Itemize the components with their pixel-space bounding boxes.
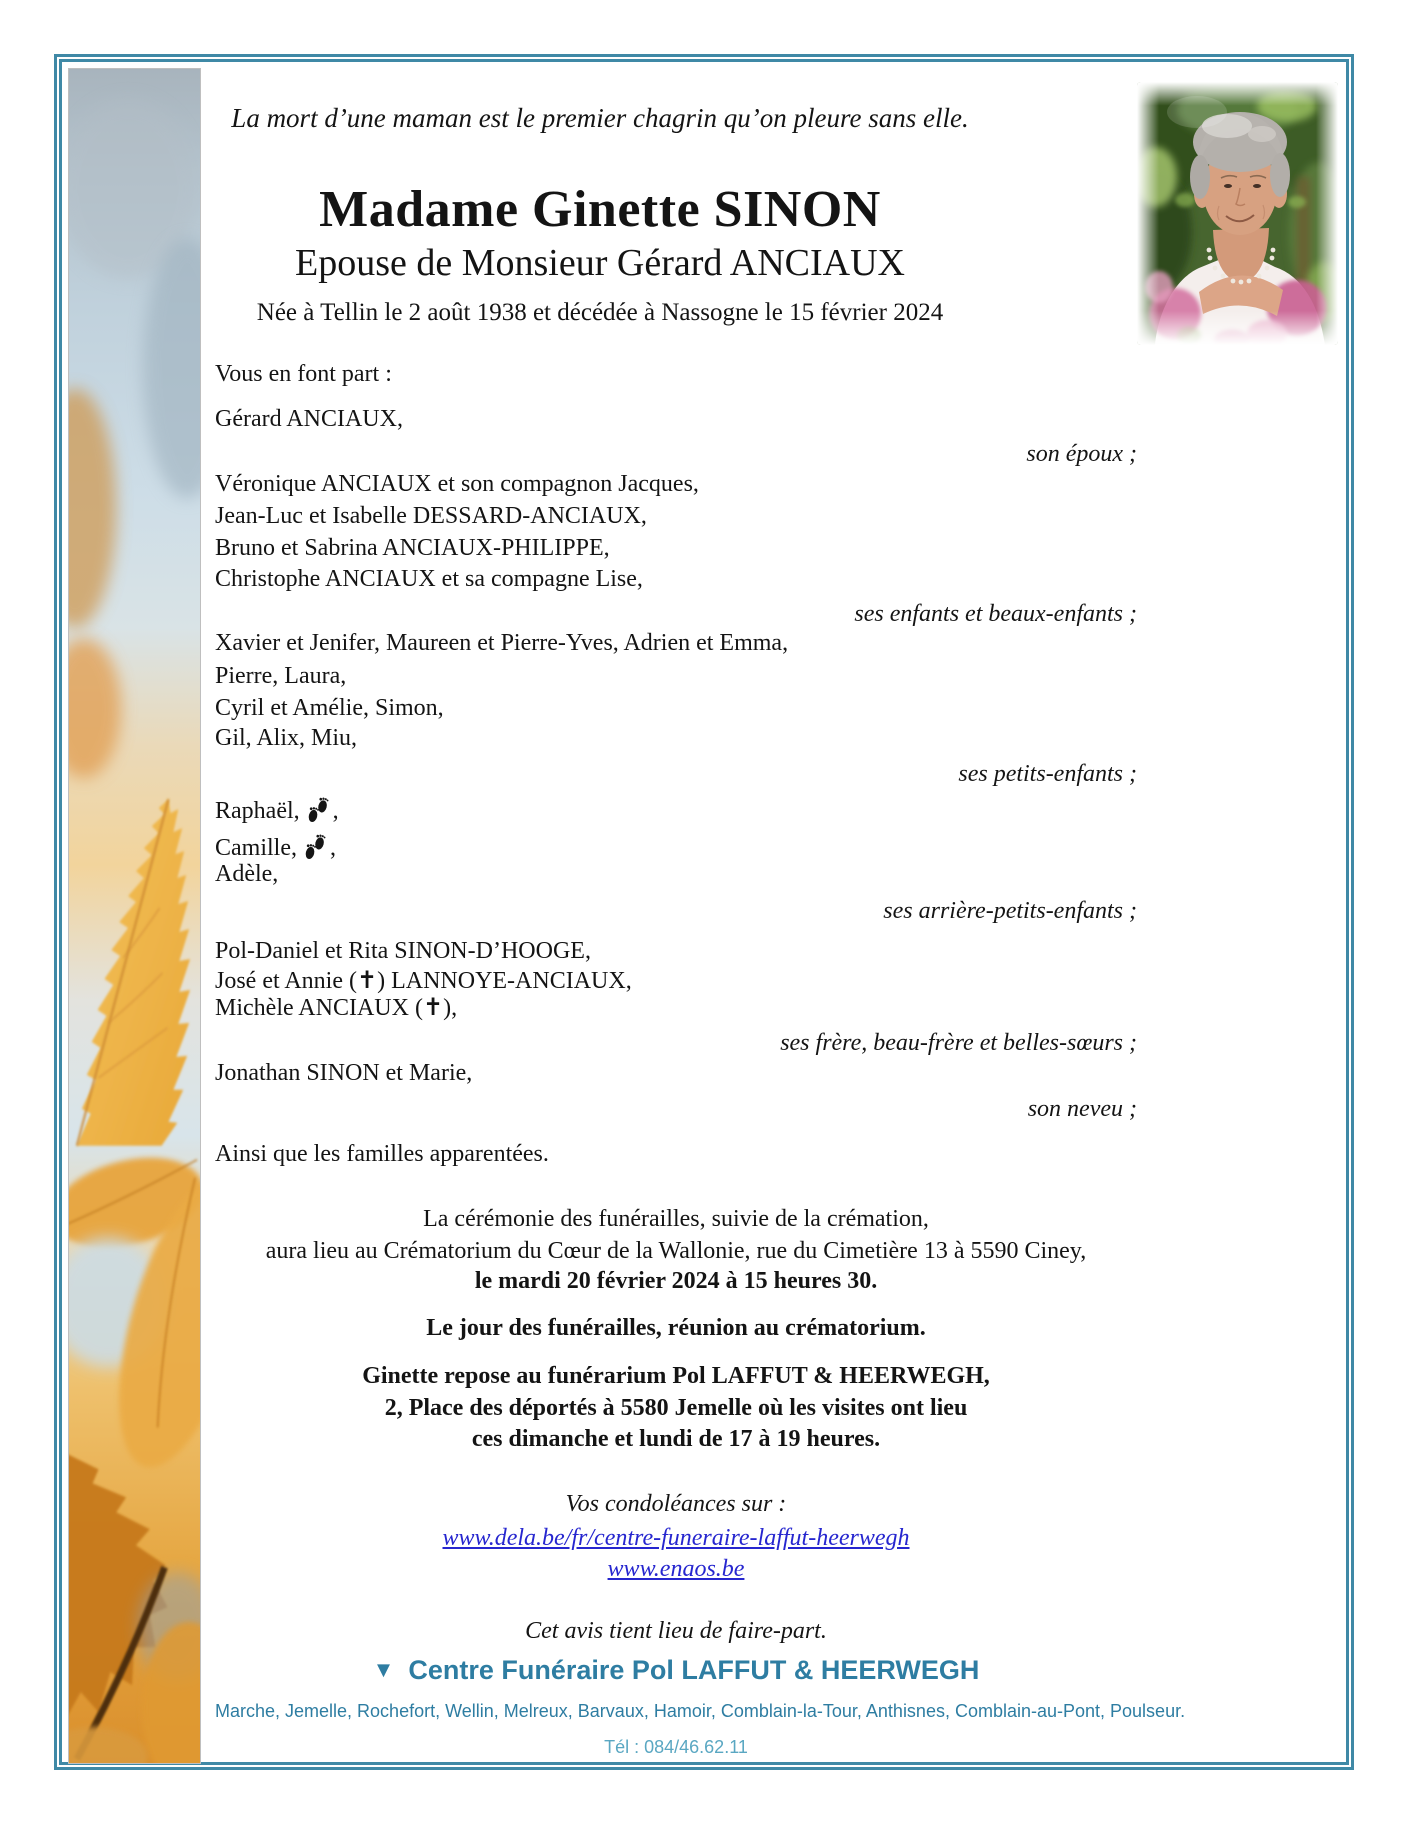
- relation-label-nephew: son neveu ;: [1027, 1096, 1137, 1122]
- family-name-line: Christophe ANCIAUX et sa compagne Lise,: [215, 566, 643, 592]
- line-suffix: ,: [332, 798, 339, 824]
- condolence-link-wrap: [215, 1554, 1137, 1584]
- great-grandchild-name: Camille,: [215, 835, 297, 861]
- relation-label-siblings: ses frère, beau-frère et belles-sœurs ;: [780, 1030, 1137, 1056]
- family-name-line: José et Annie (✝) LANNOYE-ANCIAUX,: [215, 968, 632, 994]
- notice-line: Cet avis tient lieu de faire-part.: [525, 1618, 827, 1644]
- triangle-marker-icon: ▼: [372, 1657, 395, 1682]
- family-name-line: [215, 796, 339, 833]
- family-name-line: Xavier et Jenifer, Maureen et Pierre-Yves, Adrien et Emma,: [215, 630, 789, 656]
- reunion-line: Le jour des funérailles, réunion au crématorium.: [426, 1315, 926, 1341]
- resting-line-1: Ginette repose au funérarium Pol LAFFUT & HEERWEGH,: [362, 1363, 990, 1389]
- family-name-line: Véronique ANCIAUX et son compagnon Jacques,: [215, 471, 699, 497]
- deceased-name: Madame Ginette SINON: [319, 181, 881, 238]
- relation-label-children: ses enfants et beaux-enfants ;: [854, 601, 1137, 627]
- quote-line: La mort d’une maman est le premier chagrin qu’on pleure sans elle.: [231, 103, 969, 133]
- closing-line: Ainsi que les familles apparentées.: [215, 1141, 549, 1167]
- family-name-line: Pierre, Laura,: [215, 663, 347, 689]
- ceremony-line-2: aura lieu au Crématorium du Cœur de la Wallonie, rue du Cimetière 13 à 5590 Ciney,: [265, 1238, 1087, 1264]
- line-suffix: ,: [329, 835, 336, 861]
- relation-label-spouse: son époux ;: [1026, 441, 1137, 467]
- family-name-line: Pol-Daniel et Rita SINON-D’HOOGE,: [215, 938, 591, 964]
- family-name-line: Jonathan SINON et Marie,: [215, 1060, 473, 1086]
- condolence-link-2[interactable]: www.enaos.be: [607, 1556, 745, 1582]
- condolences-label: Vos condoléances sur :: [565, 1491, 787, 1517]
- great-grandchild-name: Raphaël,: [215, 798, 300, 824]
- condolence-link-1[interactable]: www.dela.be/fr/centre-funeraire-laffut-heerwegh: [442, 1525, 910, 1551]
- ceremony-date-line: le mardi 20 février 2024 à 15 heures 30.: [474, 1268, 878, 1294]
- family-name-line: Michèle ANCIAUX (✝),: [215, 995, 458, 1021]
- portrait-image: [1137, 82, 1338, 345]
- relation-label-great-grandchildren: ses arrière-petits-enfants ;: [883, 898, 1137, 924]
- family-name-line: Gérard ANCIAUX,: [215, 406, 403, 432]
- phone-line: Tél : 084/46.62.11: [604, 1737, 748, 1757]
- funeral-home-name: Centre Funéraire Pol LAFFUT & HEERWEGH: [408, 1655, 980, 1685]
- family-name-line: Jean-Luc et Isabelle DESSARD-ANCIAUX,: [215, 503, 647, 529]
- ceremony-line-1: La cérémonie des funérailles, suivie de la crémation,: [423, 1206, 929, 1232]
- family-name-line: Cyril et Amélie, Simon,: [215, 695, 444, 721]
- spouse-line: Epouse de Monsieur Gérard ANCIAUX: [295, 242, 905, 284]
- portrait-photo: [1137, 82, 1338, 345]
- family-name-line: Adèle,: [215, 861, 279, 887]
- family-name-line: Gil, Alix, Miu,: [215, 725, 358, 751]
- resting-line-2: 2, Place des déportés à 5580 Jemelle où les visites ont lieu: [384, 1395, 968, 1421]
- baby-footprints-icon: [306, 796, 330, 833]
- birth-death-line: Née à Tellin le 2 août 1938 et décédée à Nassogne le 15 février 2024: [256, 299, 944, 326]
- resting-line-3: ces dimanche et lundi de 17 à 19 heures.: [471, 1426, 881, 1452]
- condolence-link-wrap: [215, 1523, 1137, 1553]
- locations-line: Marche, Jemelle, Rochefort, Wellin, Melreux, Barvaux, Hamoir, Comblain-la-Tour, Anthisnes, Comblain-au-Pont, Poulseur.: [215, 1701, 1186, 1721]
- family-name-line: Bruno et Sabrina ANCIAUX-PHILIPPE,: [215, 535, 610, 561]
- baby-footprints-icon: [303, 833, 327, 870]
- relation-label-grandchildren: ses petits-enfants ;: [958, 761, 1137, 787]
- intro-line: Vous en font part :: [215, 361, 392, 387]
- funeral-home-brand: [215, 1655, 1137, 1687]
